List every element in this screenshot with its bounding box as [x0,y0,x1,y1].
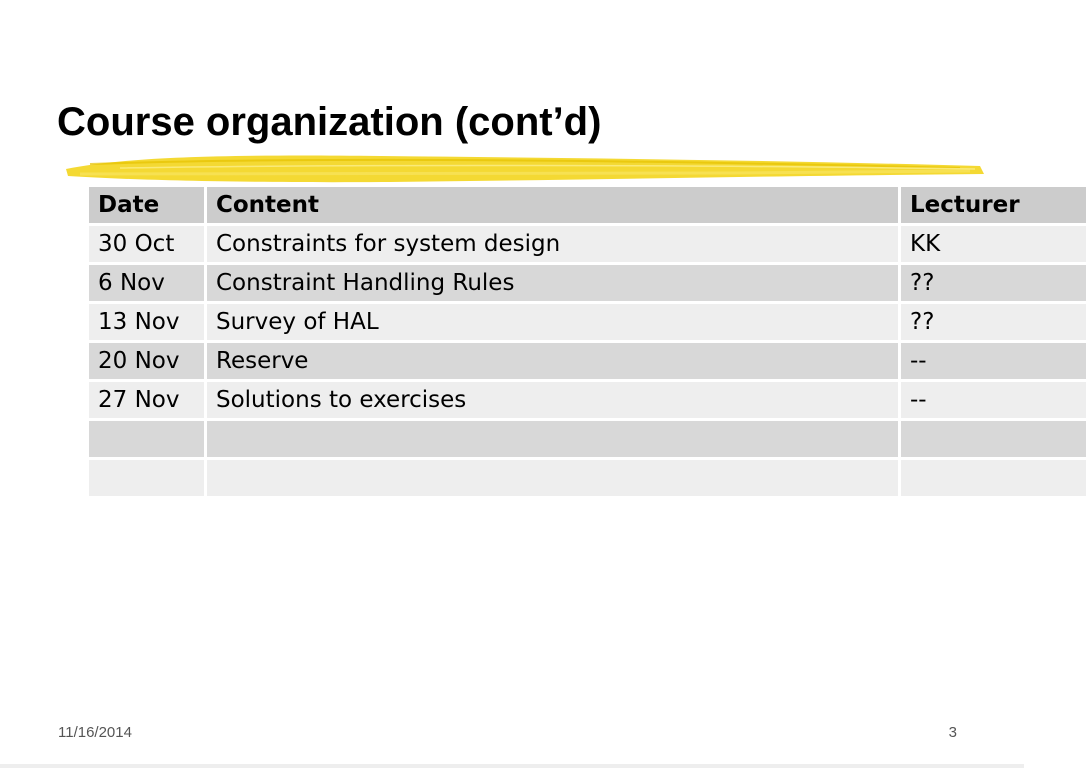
cell-date: 27 Nov [88,381,206,420]
cell-date [88,420,206,459]
cell-date: 30 Oct [88,225,206,264]
cell-content: Solutions to exercises [206,381,900,420]
cell-date: 6 Nov [88,264,206,303]
header-date: Date [88,186,206,225]
cell-lecturer [900,420,1088,459]
page-number: 3 [948,724,957,741]
cell-lecturer: ?? [900,303,1088,342]
table-row [88,342,1088,381]
cell-date: 20 Nov [88,342,206,381]
cell-content [206,420,900,459]
table-row [88,264,1088,303]
cell-lecturer: KK [900,225,1088,264]
slide-title: Course organization (cont’d) [57,100,602,144]
table-row-empty [88,420,1088,459]
cell-content: Constraints for system design [206,225,900,264]
cell-date: 13 Nov [88,303,206,342]
table-row [88,303,1088,342]
cell-date [88,459,206,498]
table-row [88,381,1088,420]
schedule-table-container [86,184,1020,514]
table-row [88,225,1088,264]
cell-lecturer: -- [900,342,1088,381]
cell-content [206,459,900,498]
cell-content: Reserve [206,342,900,381]
header-lecturer: Lecturer [900,186,1088,225]
bottom-divider [0,764,1024,768]
cell-lecturer [900,459,1088,498]
table-header-row [88,186,1088,225]
cell-content: Survey of HAL [206,303,900,342]
footer-date: 11/16/2014 [58,724,132,741]
cell-lecturer: -- [900,381,1088,420]
schedule-table [86,184,1089,499]
header-content: Content [206,186,900,225]
cell-lecturer: ?? [900,264,1088,303]
title-underline-stroke [60,150,986,188]
cell-content: Constraint Handling Rules [206,264,900,303]
table-row-empty [88,459,1088,498]
